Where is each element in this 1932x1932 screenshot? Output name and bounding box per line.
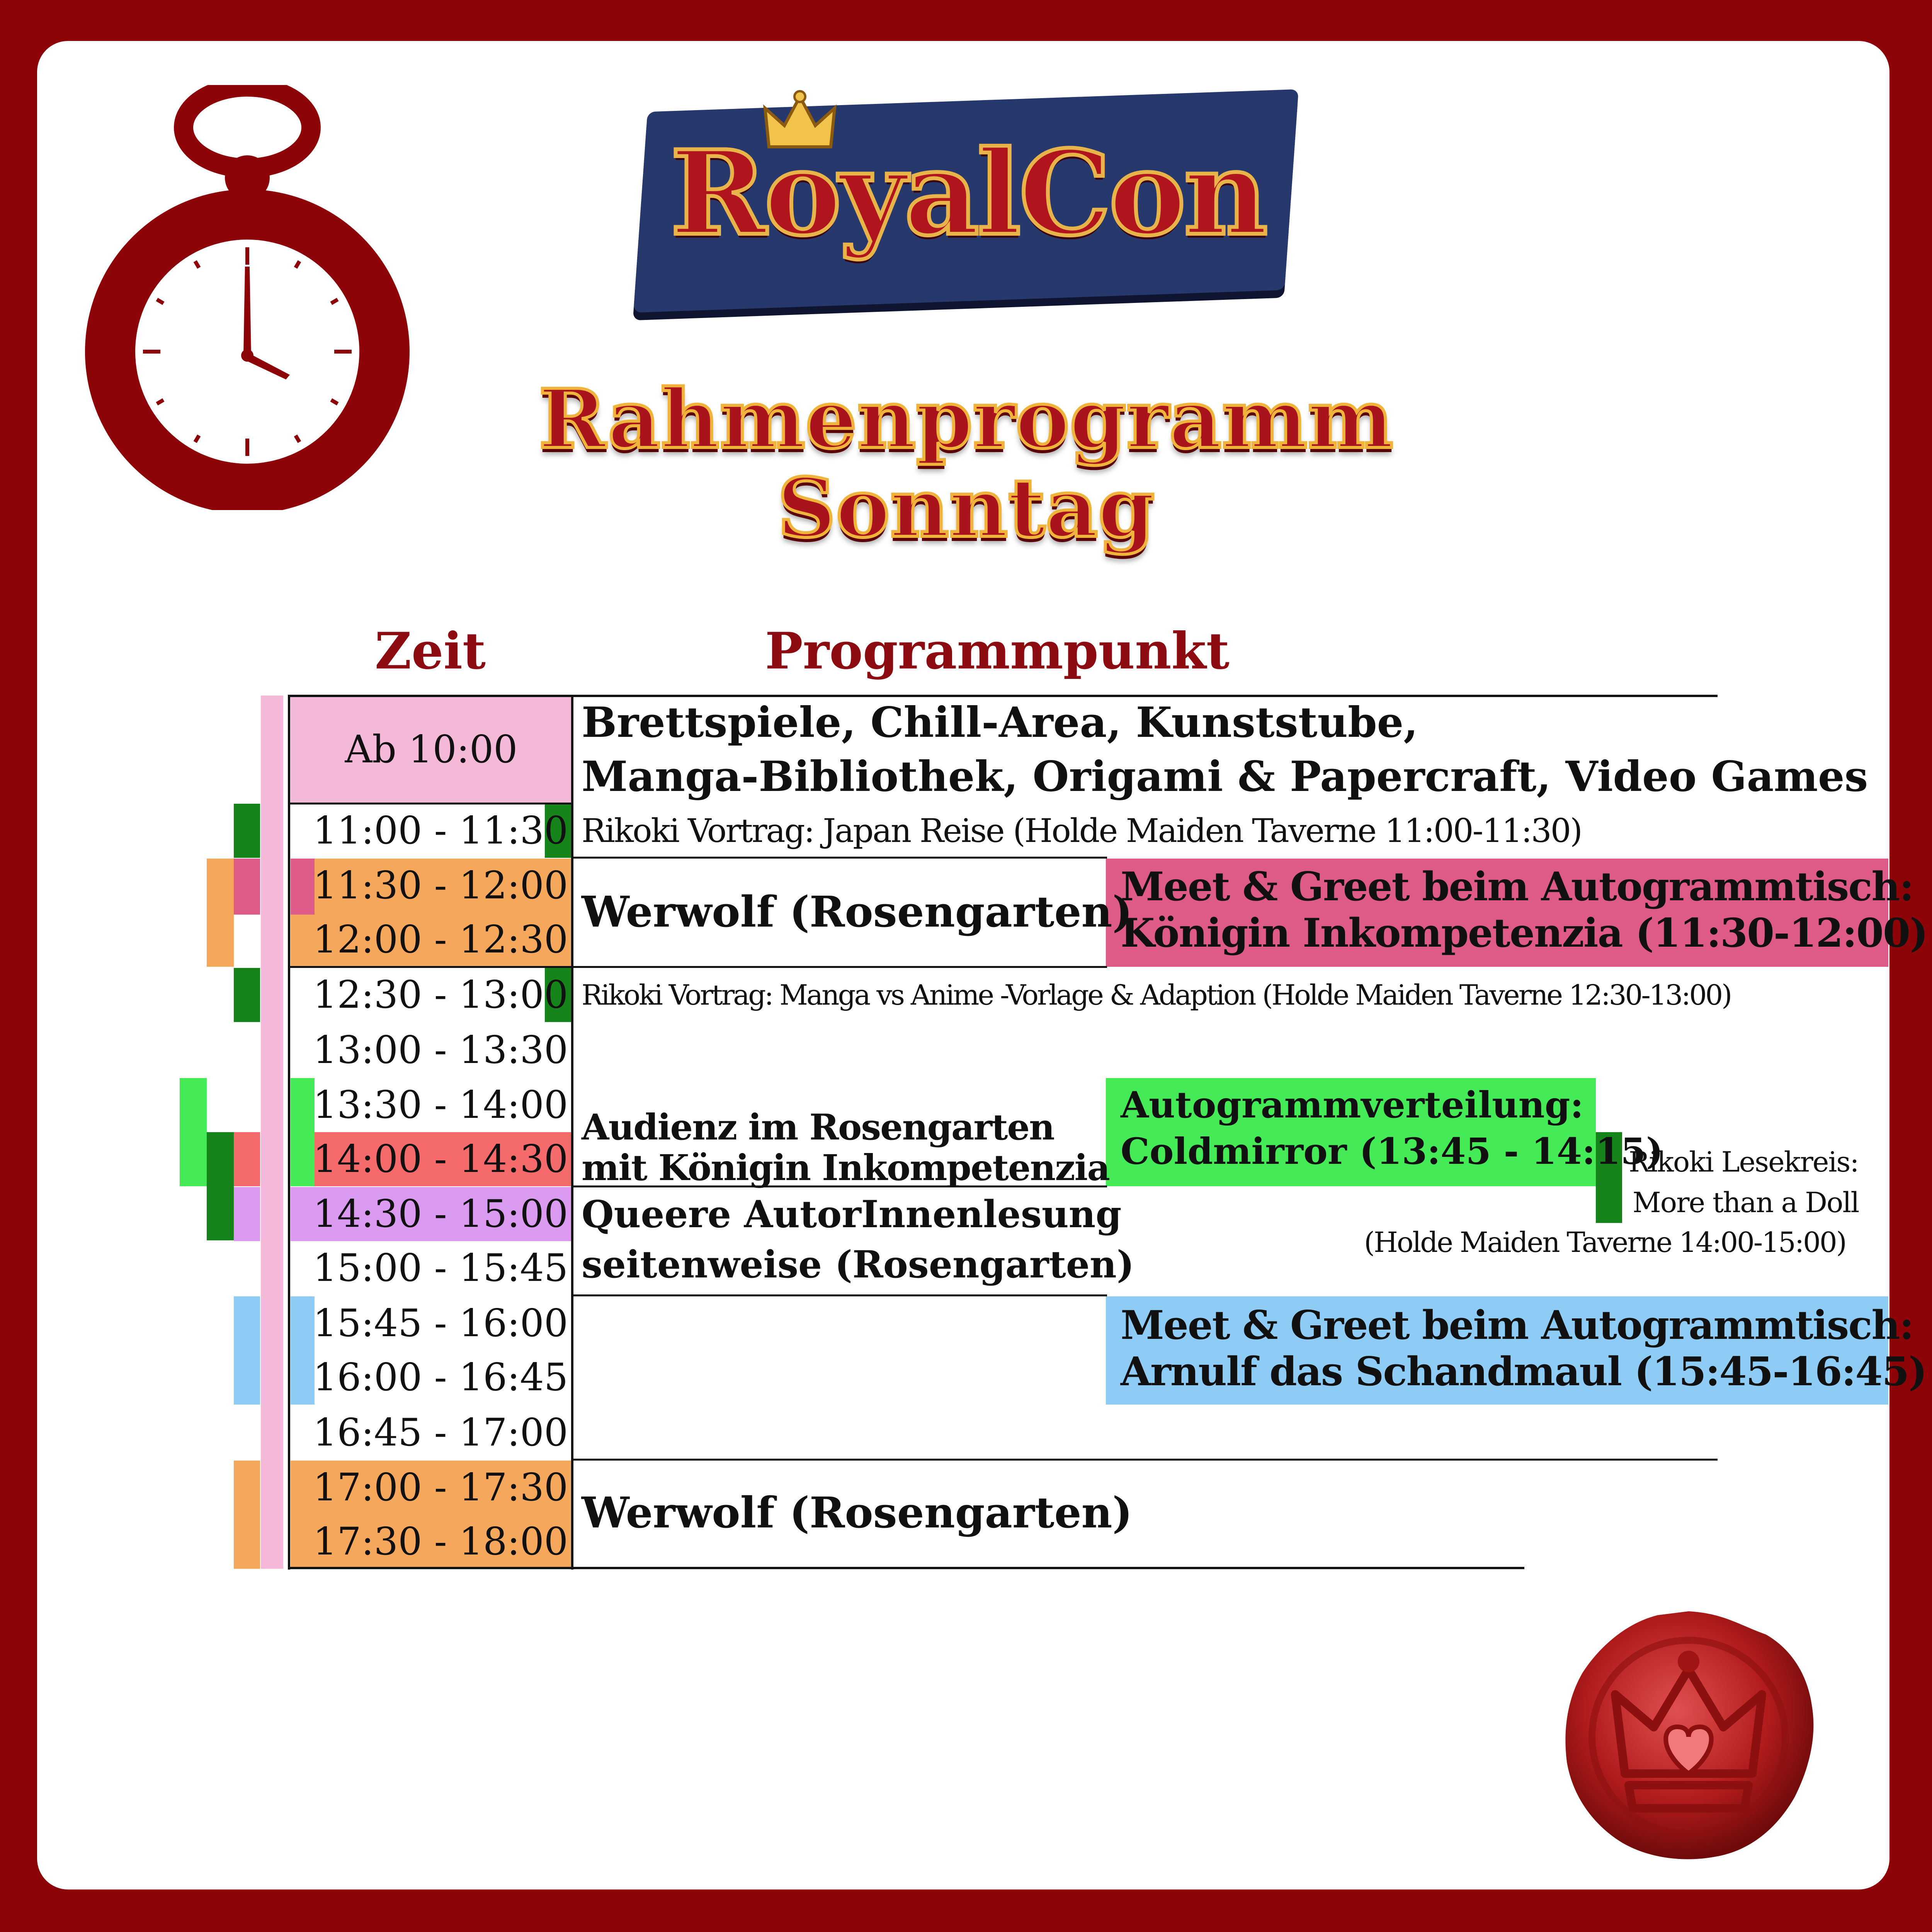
audienz-line1: Audienz im Rosengarten <box>582 1106 1054 1148</box>
marker-green-3 <box>207 1132 234 1240</box>
wax-seal-icon <box>1557 1604 1820 1866</box>
autogramm-line1: Autogrammverteilung: <box>1121 1084 1584 1126</box>
marker-green-2 <box>234 968 260 1022</box>
grid-line-5 <box>572 1294 1107 1296</box>
marker-green-bright <box>180 1078 207 1186</box>
time-slot: 11:00 - 11:30 <box>313 809 568 853</box>
general-line1: Brettspiele, Chill-Area, Kunststube, <box>582 698 1418 747</box>
time-slot: 16:00 - 16:45 <box>313 1355 568 1400</box>
marker-green-bright-c <box>291 1132 315 1186</box>
marker-orange-2 <box>234 1461 260 1569</box>
time-slot: 12:00 - 12:30 <box>313 918 568 962</box>
time-slot: 16:45 - 17:00 <box>313 1411 568 1455</box>
marker-lavender <box>234 1187 260 1241</box>
page-title-line1: Rahmenprogramm <box>538 371 1394 467</box>
queere-line2: seitenweise (Rosengarten) <box>582 1243 1134 1286</box>
pocket-watch-icon <box>81 85 410 510</box>
lesekreis-line1: Rikoki Lesekreis: <box>1629 1146 1859 1178</box>
marker-blue-b <box>291 1296 315 1405</box>
meet-koenigin-line2: Königin Inkompetenzia (11:30-12:00) <box>1121 910 1928 956</box>
grid-line-6 <box>572 1459 1718 1461</box>
marker-green-1 <box>234 804 260 858</box>
rikoki-manga: Rikoki Vortrag: Manga vs Anime -Vorlage & Adaption (Holde Maiden Taverne 12:30-13:00) <box>582 979 1731 1011</box>
time-slot: 14:00 - 14:30 <box>313 1137 568 1181</box>
meet-arnulf-line1: Meet & Greet beim Autogrammtisch: <box>1121 1302 1913 1349</box>
time-slot: 13:30 - 14:00 <box>313 1083 568 1127</box>
autogramm-line2: Coldmirror (13:45 - 14:15) <box>1121 1130 1663 1173</box>
marker-blue <box>234 1296 260 1405</box>
header-programmpunkt: Programmpunkt <box>765 621 1230 680</box>
time-slot: 14:30 - 15:00 <box>313 1192 568 1236</box>
time-ab-1000: Ab 10:00 <box>345 728 518 772</box>
page-title-line2: Sonntag <box>777 460 1155 556</box>
logo-text: RoyalCon <box>670 125 1266 261</box>
marker-magenta-1b <box>291 859 315 915</box>
marker-red-1 <box>234 1132 260 1186</box>
werwolf-1: Werwolf (Rosengarten) <box>582 887 1133 937</box>
lesekreis-line2: More than a Doll <box>1633 1186 1859 1219</box>
header-zeit: Zeit <box>375 621 486 680</box>
meet-arnulf-line2: Arnulf das Schandmaul (15:45-16:45) <box>1121 1349 1927 1395</box>
grid-line-vertical-left <box>288 696 290 1570</box>
lesekreis-line3: (Holde Maiden Taverne 14:00-15:00) <box>1364 1226 1846 1259</box>
time-slot: 15:45 - 16:00 <box>313 1301 568 1345</box>
time-slot: 12:30 - 13:00 <box>313 973 568 1017</box>
meet-koenigin-line1: Meet & Greet beim Autogrammtisch: <box>1121 864 1913 910</box>
marker-magenta-1 <box>234 859 260 915</box>
time-slot: 15:00 - 15:45 <box>313 1246 568 1290</box>
werwolf-2: Werwolf (Rosengarten) <box>582 1488 1133 1537</box>
time-slot: 17:30 - 18:00 <box>313 1520 568 1564</box>
audienz-line2: mit Königin Inkompetenzia <box>582 1147 1110 1189</box>
time-slot: 13:00 - 13:30 <box>313 1028 568 1072</box>
time-slot: 17:00 - 17:30 <box>313 1466 568 1510</box>
royalcon-logo <box>630 85 1306 325</box>
pink-bar <box>261 696 283 1569</box>
time-slot: 11:30 - 12:00 <box>313 864 568 908</box>
marker-orange-1 <box>207 859 234 967</box>
rikoki-japan: Rikoki Vortrag: Japan Reise (Holde Maiden Taverne 11:00-11:30) <box>582 812 1582 850</box>
general-line2: Manga-Bibliothek, Origami & Papercraft, Video Games <box>582 752 1868 801</box>
queere-line1: Queere AutorInnenlesung <box>582 1192 1122 1236</box>
